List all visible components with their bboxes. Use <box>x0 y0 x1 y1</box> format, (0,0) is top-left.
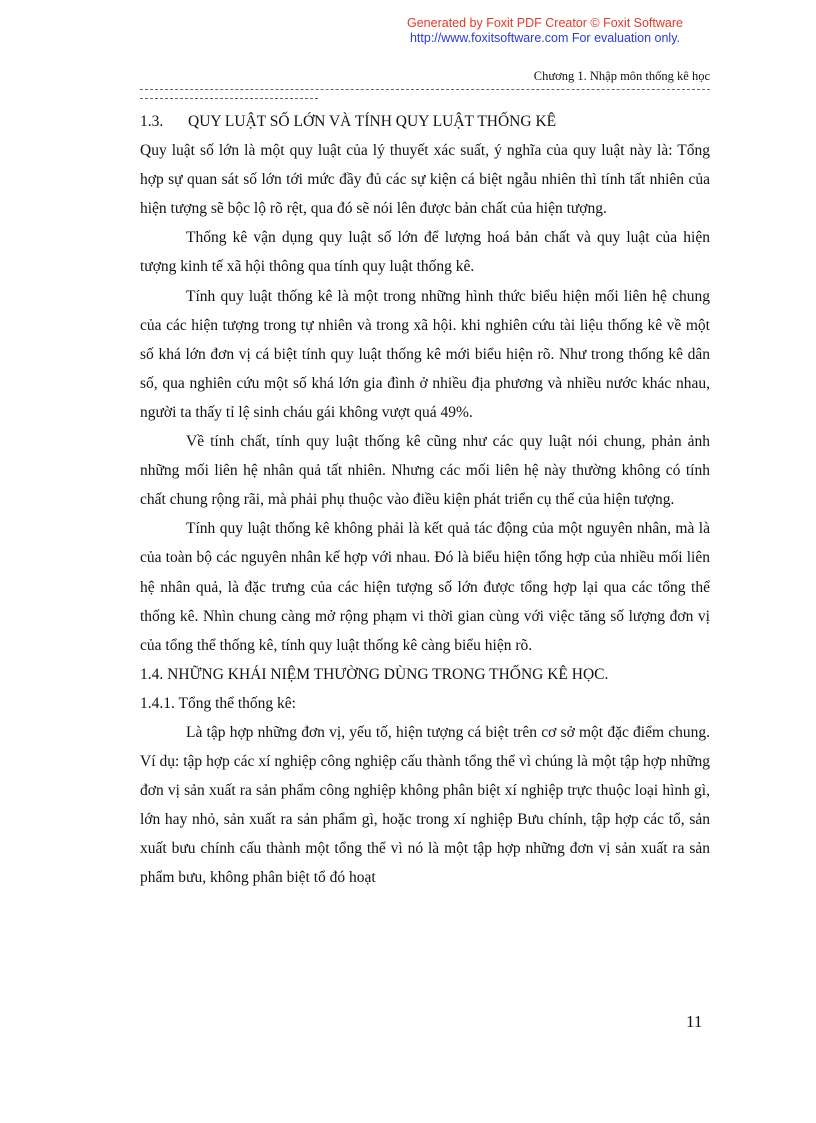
section-heading-1-4: 1.4. NHỮNG KHÁI NIỆM THƯỜNG DÙNG TRONG THỐNG KÊ HỌC. <box>140 665 609 683</box>
page-number: 11 <box>686 1012 703 1031</box>
subsection-heading-1-4-1: 1.4.1. Tổng thể thống kê: <box>140 694 296 712</box>
paragraph: Thống kê vận dụng quy luật số lớn để lượng hoá bản chất và quy luật của hiện tượng kinh tế xã hội thông qua tính quy luật thống kê. <box>140 229 710 276</box>
running-header: Chương 1. Nhập môn thống kê học <box>533 69 710 83</box>
section-title: QUY LUẬT SỐ LỚN VÀ TÍNH QUY LUẬT THỐNG KÊ <box>188 113 557 130</box>
paragraph: Về tính chất, tính quy luật thống kê cũng như các quy luật nói chung, phản ảnh những mối liên hệ nhân quả tất nhiên. Nhưng các mối liên hệ này thường không có tính chất chung rộng rãi, mà phải phụ thuộc vào điều kiện phát triển cụ thể của hiện tượng. <box>140 433 710 509</box>
watermark-generator-text: Generated by Foxit PDF Creator © Foxit Software <box>407 16 683 30</box>
section-number: 1.3. <box>140 113 164 130</box>
paragraph: Tính quy luật thống kê là một trong những hình thức biểu hiện mối liên hệ chung của các hiện tượng trong tự nhiên và trong xã hội. khi nghiên cứu tài liệu thống kê về một số khá lớn đơn vị cá biệt tính quy luật thống kê mới biểu hiện rõ. Như trong thống kê dân số, qua nghiên cứu một số khá lớn gia đình ở nhiều địa phương và nhiều nước khác nhau, người ta thấy tỉ lệ sinh cháu gái không vượt quá 49%. <box>140 287 710 421</box>
paragraph: Tính quy luật thống kê không phải là kết quả tác động của một nguyên nhân, mà là của toàn bộ các nguyên nhân kế hợp với nhau. Đó là biểu hiện tổng hợp của nhiều mối liên hệ nhân quả, là đặc trưng của các hiện tượng số lớn được tổng hợp lại qua các tổng thể thống kê. Nhìn chung càng mở rộng phạm vi thời gian cùng với việc tăng số lượng đơn vị của tổng thể thống kê, tính quy luật thống kê càng biểu hiện rõ. <box>140 520 710 654</box>
watermark-url-text: http://www.foxitsoftware.com For evaluation only. <box>409 31 681 45</box>
header-divider <box>140 89 710 90</box>
page-body <box>140 107 710 893</box>
paragraph: Quy luật số lớn là một quy luật của lý thuyết xác suất, ý nghĩa của quy luật này là: Tổng hợp sự quan sát số lớn tới mức đầy đủ các sự kiện cá biệt ngẫu nhiên thì tính tất nhiên của hiện tượng sẽ bộc lộ rõ rệt, qua đó sẽ nói lên được bản chất của hiện tượng. <box>140 142 710 218</box>
header-divider-short <box>140 98 318 99</box>
section-heading-1-3 <box>140 107 710 136</box>
foxit-watermark <box>380 16 710 46</box>
paragraph: Là tập hợp những đơn vị, yếu tố, hiện tượng cá biệt trên cơ sở một đặc điểm chung. Ví dụ: tập hợp các xí nghiệp công nghiệp cấu thành tổng thể vì chúng là một tập hợp những đơn vị sản xuất ra sản phẩm công nghiệp không phân biệt xí nghiệp trực thuộc loại hình gì, lớn hay nhỏ, sản xuất ra sản phẩm gì, hoặc trong xí nghiệp Bưu chính, tập hợp các tổ, sản xuất bưu chính cấu thành một tổng thể vì nó là một tập hợp những đơn vị sản xuất ra sản phẩm bưu, không phân biệt tổ đó hoạt <box>140 723 710 887</box>
